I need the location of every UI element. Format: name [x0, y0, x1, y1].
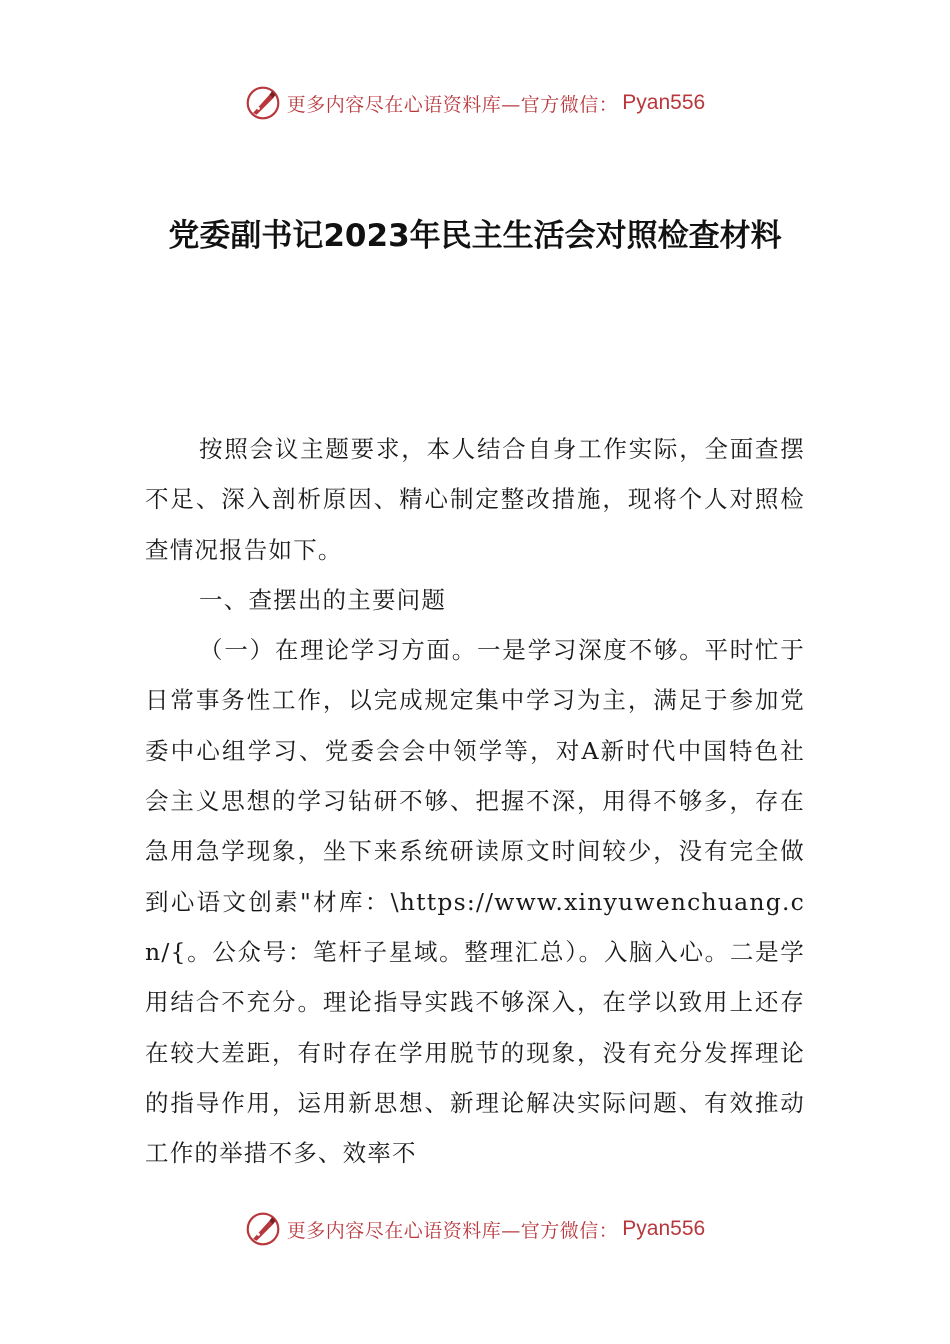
watermark-wechat-id: Pyan556	[622, 1217, 706, 1240]
section-heading: 一、查摆出的主要问题	[199, 585, 447, 614]
paragraph-intro: 按照会议主题要求，本人结合自身工作实际，全面查摆不足、深入剖析原因、精心制定整改措施，现将个人对照检查情况报告如下。	[145, 435, 805, 564]
watermark-wechat-id: Pyan556	[622, 91, 706, 114]
footer-watermark	[0, 1207, 950, 1251]
pen-nib-icon	[245, 1211, 281, 1247]
watermark-text: 更多内容尽在心语资料库—官方微信：	[286, 1219, 619, 1242]
watermark-text: 更多内容尽在心语资料库—官方微信：	[286, 93, 619, 116]
header-watermark	[0, 81, 950, 125]
pen-nib-icon	[245, 85, 281, 121]
paragraph-theory-study: （一）在理论学习方面。一是学习深度不够。平时忙于日常事务性工作，以完成规定集中学习为主，满足于参加党委中心组学习、党委会会中领学等，对A新时代中国特色社会主义思想的学习钻研不够、把握不深，用得不够多，存在急用急学现象，坐下来系统研读原文时间较少，没有完全做到心语文创素"材库：\https://www.xinyuwenchuang.cn/{。公众号：笔杆子星域。整理汇总）。入脑入心。二是学用结合不充分。理论指导实践不够深入，在学以致用上还存在较大差距，有时存在学用脱节的现象，没有充分发挥理论的指导作用，运用新思想、新理论解决实际问题、有效推动工作的举措不多、效率不	[145, 636, 805, 1168]
document-body	[145, 424, 805, 1178]
document-title: 党委副书记2023年民主生活会对照检查材料	[168, 218, 782, 254]
